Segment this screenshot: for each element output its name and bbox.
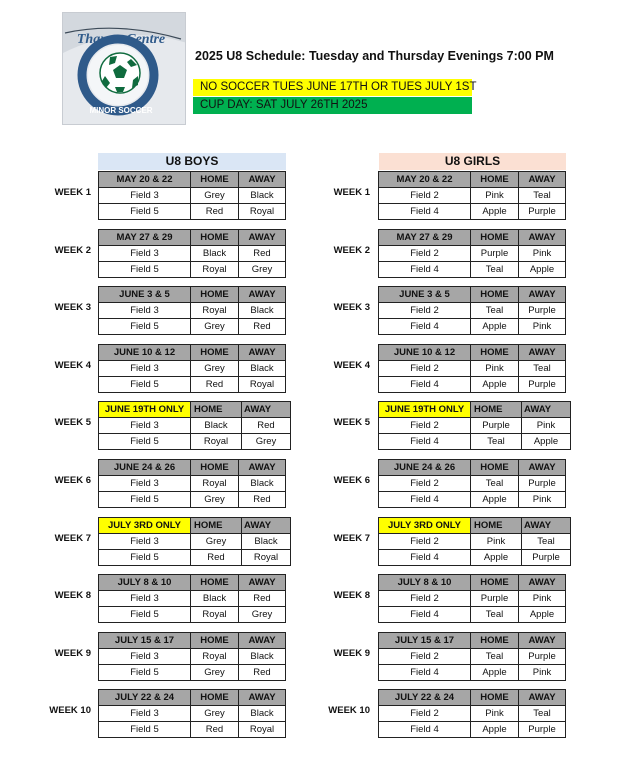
away-team-cell: Black: [242, 534, 291, 550]
field-cell: Field 4: [379, 607, 471, 623]
boys-week-table: [98, 632, 286, 681]
table-header-row: [379, 690, 566, 706]
home-team-cell: Teal: [471, 649, 519, 665]
field-cell: Field 4: [379, 722, 471, 738]
field-cell: Field 3: [99, 361, 191, 377]
table-row: [99, 706, 286, 722]
table-row: [379, 418, 571, 434]
away-team-cell: Black: [239, 361, 286, 377]
home-header-cell: HOME: [471, 402, 522, 418]
table-row: [99, 361, 286, 377]
away-team-cell: Apple: [519, 607, 566, 623]
home-header-cell: HOME: [191, 690, 239, 706]
table-row: [379, 591, 566, 607]
girls-week-label: WEEK 10: [328, 705, 370, 716]
away-team-cell: Red: [239, 591, 286, 607]
home-header-cell: HOME: [191, 172, 239, 188]
field-cell: Field 3: [99, 246, 191, 262]
club-logo: [62, 12, 186, 125]
home-team-cell: Teal: [471, 303, 519, 319]
girls-week-label: WEEK 3: [333, 302, 370, 313]
home-team-cell: Teal: [471, 607, 519, 623]
table-header-row: [99, 575, 286, 591]
field-cell: Field 5: [99, 204, 191, 220]
home-header-cell: HOME: [471, 287, 519, 303]
home-team-cell: Apple: [471, 204, 519, 220]
field-cell: Field 3: [99, 591, 191, 607]
away-header-cell: AWAY: [239, 460, 286, 476]
week-dates-cell: JULY 8 & 10: [379, 575, 471, 591]
away-team-cell: Teal: [519, 361, 566, 377]
week-dates-cell: JUNE 24 & 26: [379, 460, 471, 476]
boys-week-table: [98, 459, 286, 508]
away-header-cell: AWAY: [519, 172, 566, 188]
away-team-cell: Purple: [519, 377, 566, 393]
away-team-cell: Purple: [519, 204, 566, 220]
home-team-cell: Grey: [191, 534, 242, 550]
table-row: [379, 188, 566, 204]
table-header-row: [379, 172, 566, 188]
boys-week-label: WEEK 7: [54, 533, 91, 544]
boys-week-label: WEEK 3: [54, 302, 91, 313]
table-header-row: [99, 345, 286, 361]
girls-week-label: WEEK 8: [333, 590, 370, 601]
girls-week-table: [378, 632, 566, 681]
table-row: [99, 262, 286, 278]
field-cell: Field 3: [99, 649, 191, 665]
away-header-cell: AWAY: [242, 402, 291, 418]
home-team-cell: Black: [191, 246, 239, 262]
away-header-cell: AWAY: [242, 518, 291, 534]
home-header-cell: HOME: [191, 633, 239, 649]
field-cell: Field 5: [99, 665, 191, 681]
girls-week-table: [378, 171, 566, 220]
field-cell: Field 2: [379, 188, 471, 204]
away-team-cell: Pink: [519, 591, 566, 607]
home-team-cell: Grey: [191, 319, 239, 335]
home-team-cell: Apple: [471, 722, 519, 738]
table-header-row: [99, 230, 286, 246]
girls-week-label: WEEK 9: [333, 648, 370, 659]
away-team-cell: Red: [239, 492, 286, 508]
field-cell: Field 5: [99, 607, 191, 623]
home-team-cell: Grey: [191, 492, 239, 508]
table-row: [99, 303, 286, 319]
table-header-row: [379, 287, 566, 303]
week-dates-cell: JULY 8 & 10: [99, 575, 191, 591]
week-dates-cell: JULY 22 & 24: [99, 690, 191, 706]
away-team-cell: Royal: [239, 377, 286, 393]
home-header-cell: HOME: [471, 575, 519, 591]
home-header-cell: HOME: [471, 345, 519, 361]
girls-week-table: [378, 574, 566, 623]
home-team-cell: Apple: [471, 550, 522, 566]
field-cell: Field 3: [99, 476, 191, 492]
away-team-cell: Pink: [519, 246, 566, 262]
field-cell: Field 4: [379, 492, 471, 508]
field-cell: Field 5: [99, 377, 191, 393]
logo-name-text: Thames Centre: [76, 32, 166, 47]
table-row: [379, 706, 566, 722]
week-dates-cell: JUNE 19TH ONLY: [99, 402, 191, 418]
girls-week-label: WEEK 7: [333, 533, 370, 544]
home-team-cell: Red: [191, 722, 239, 738]
field-cell: Field 2: [379, 361, 471, 377]
week-dates-cell: MAY 27 & 29: [379, 230, 471, 246]
away-team-cell: Teal: [519, 188, 566, 204]
field-cell: Field 3: [99, 706, 191, 722]
away-header-cell: AWAY: [522, 518, 571, 534]
away-team-cell: Grey: [242, 434, 291, 450]
home-team-cell: Pink: [471, 534, 522, 550]
home-team-cell: Apple: [471, 665, 519, 681]
field-cell: Field 5: [99, 262, 191, 278]
away-header-cell: AWAY: [519, 287, 566, 303]
boys-week-label: WEEK 6: [54, 475, 91, 486]
girls-week-table: [378, 689, 566, 738]
girls-week-label: WEEK 1: [333, 187, 370, 198]
home-header-cell: HOME: [191, 460, 239, 476]
away-header-cell: AWAY: [239, 633, 286, 649]
field-cell: Field 4: [379, 262, 471, 278]
away-team-cell: Black: [239, 476, 286, 492]
table-row: [379, 722, 566, 738]
week-dates-cell: JULY 15 & 17: [99, 633, 191, 649]
away-header-cell: AWAY: [239, 575, 286, 591]
table-header-row: [379, 402, 571, 418]
home-team-cell: Purple: [471, 246, 519, 262]
home-team-cell: Pink: [471, 188, 519, 204]
away-team-cell: Royal: [239, 722, 286, 738]
week-dates-cell: JUNE 10 & 12: [99, 345, 191, 361]
home-team-cell: Pink: [471, 361, 519, 377]
away-team-cell: Purple: [519, 722, 566, 738]
away-team-cell: Red: [242, 418, 291, 434]
away-team-cell: Red: [239, 665, 286, 681]
table-header-row: [379, 345, 566, 361]
home-header-cell: HOME: [471, 172, 519, 188]
home-header-cell: HOME: [191, 575, 239, 591]
table-row: [99, 418, 291, 434]
notice-cup-day: CUP DAY: SAT JULY 26TH 2025: [193, 97, 472, 114]
home-team-cell: Apple: [471, 319, 519, 335]
home-team-cell: Grey: [191, 706, 239, 722]
table-header-row: [99, 460, 286, 476]
table-header-row: [99, 172, 286, 188]
table-row: [99, 607, 286, 623]
away-team-cell: Black: [239, 649, 286, 665]
table-row: [379, 492, 566, 508]
away-team-cell: Teal: [522, 534, 571, 550]
field-cell: Field 3: [99, 418, 191, 434]
boys-week-label: WEEK 8: [54, 590, 91, 601]
table-row: [379, 534, 571, 550]
week-dates-cell: JULY 3RD ONLY: [99, 518, 191, 534]
home-team-cell: Red: [191, 204, 239, 220]
away-team-cell: Black: [239, 303, 286, 319]
away-header-cell: AWAY: [239, 172, 286, 188]
away-team-cell: Royal: [239, 204, 286, 220]
field-cell: Field 5: [99, 492, 191, 508]
week-dates-cell: JULY 3RD ONLY: [379, 518, 471, 534]
home-header-cell: HOME: [471, 518, 522, 534]
away-team-cell: Black: [239, 706, 286, 722]
girls-week-label: WEEK 5: [333, 417, 370, 428]
away-team-cell: Grey: [239, 262, 286, 278]
home-team-cell: Teal: [471, 434, 522, 450]
field-cell: Field 5: [99, 550, 191, 566]
table-row: [99, 434, 291, 450]
away-header-cell: AWAY: [519, 345, 566, 361]
away-header-cell: AWAY: [519, 460, 566, 476]
field-cell: Field 4: [379, 204, 471, 220]
girls-week-label: WEEK 6: [333, 475, 370, 486]
away-team-cell: Apple: [519, 262, 566, 278]
away-team-cell: Pink: [519, 319, 566, 335]
table-row: [379, 246, 566, 262]
table-row: [379, 665, 566, 681]
table-row: [99, 188, 286, 204]
table-row: [99, 476, 286, 492]
week-dates-cell: JULY 22 & 24: [379, 690, 471, 706]
away-header-cell: AWAY: [522, 402, 571, 418]
table-row: [99, 204, 286, 220]
away-header-cell: AWAY: [239, 230, 286, 246]
field-cell: Field 3: [99, 303, 191, 319]
home-team-cell: Royal: [191, 262, 239, 278]
girls-week-table: [378, 344, 566, 393]
home-header-cell: HOME: [471, 690, 519, 706]
home-team-cell: Grey: [191, 361, 239, 377]
home-team-cell: Royal: [191, 649, 239, 665]
away-header-cell: AWAY: [519, 690, 566, 706]
home-team-cell: Royal: [191, 434, 242, 450]
table-row: [99, 492, 286, 508]
field-cell: Field 2: [379, 534, 471, 550]
table-header-row: [379, 633, 566, 649]
home-header-cell: HOME: [191, 518, 242, 534]
field-cell: Field 4: [379, 665, 471, 681]
page-title: 2025 U8 Schedule: Tuesday and Thursday Evenings 7:00 PM: [195, 49, 554, 63]
girls-week-table: [378, 517, 571, 566]
girls-week-table: [378, 229, 566, 278]
week-dates-cell: JUNE 3 & 5: [379, 287, 471, 303]
away-team-cell: Purple: [522, 550, 571, 566]
home-team-cell: Apple: [471, 492, 519, 508]
table-row: [379, 434, 571, 450]
field-cell: Field 4: [379, 550, 471, 566]
week-dates-cell: MAY 27 & 29: [99, 230, 191, 246]
table-row: [379, 649, 566, 665]
field-cell: Field 4: [379, 434, 471, 450]
home-team-cell: Royal: [191, 607, 239, 623]
table-header-row: [99, 633, 286, 649]
field-cell: Field 3: [99, 534, 191, 550]
boys-week-label: WEEK 10: [49, 705, 91, 716]
away-team-cell: Purple: [519, 303, 566, 319]
girls-week-label: WEEK 4: [333, 360, 370, 371]
home-team-cell: Purple: [471, 591, 519, 607]
away-team-cell: Red: [239, 319, 286, 335]
table-header-row: [99, 402, 291, 418]
table-row: [379, 361, 566, 377]
home-team-cell: Apple: [471, 377, 519, 393]
boys-week-table: [98, 229, 286, 278]
table-row: [99, 591, 286, 607]
table-header-row: [379, 575, 566, 591]
table-row: [379, 303, 566, 319]
field-cell: Field 5: [99, 722, 191, 738]
table-row: [99, 377, 286, 393]
girls-column-title: U8 GIRLS: [379, 153, 566, 170]
girls-week-table: [378, 286, 566, 335]
table-header-row: [99, 287, 286, 303]
table-row: [99, 550, 291, 566]
away-team-cell: Pink: [519, 492, 566, 508]
boys-week-table: [98, 171, 286, 220]
notice-no-soccer: NO SOCCER TUES JUNE 17TH OR TUES JULY 1ST: [193, 79, 472, 96]
table-row: [379, 319, 566, 335]
home-team-cell: Royal: [191, 476, 239, 492]
boys-week-table: [98, 517, 291, 566]
field-cell: Field 2: [379, 418, 471, 434]
away-team-cell: Royal: [242, 550, 291, 566]
table-header-row: [379, 230, 566, 246]
home-team-cell: Black: [191, 591, 239, 607]
away-team-cell: Apple: [522, 434, 571, 450]
field-cell: Field 2: [379, 303, 471, 319]
field-cell: Field 5: [99, 434, 191, 450]
table-header-row: [99, 690, 286, 706]
table-row: [99, 722, 286, 738]
home-team-cell: Black: [191, 418, 242, 434]
boys-week-table: [98, 574, 286, 623]
away-header-cell: AWAY: [519, 633, 566, 649]
table-row: [379, 607, 566, 623]
table-row: [99, 534, 291, 550]
away-team-cell: Purple: [519, 476, 566, 492]
field-cell: Field 4: [379, 377, 471, 393]
away-team-cell: Grey: [239, 607, 286, 623]
home-header-cell: HOME: [191, 230, 239, 246]
week-dates-cell: JUNE 10 & 12: [379, 345, 471, 361]
home-header-cell: HOME: [191, 345, 239, 361]
home-team-cell: Teal: [471, 476, 519, 492]
home-team-cell: Grey: [191, 665, 239, 681]
home-team-cell: Pink: [471, 706, 519, 722]
boys-week-table: [98, 286, 286, 335]
week-dates-cell: JULY 15 & 17: [379, 633, 471, 649]
away-team-cell: Pink: [519, 665, 566, 681]
table-row: [379, 262, 566, 278]
girls-week-label: WEEK 2: [333, 245, 370, 256]
home-header-cell: HOME: [471, 230, 519, 246]
table-row: [99, 319, 286, 335]
field-cell: Field 3: [99, 188, 191, 204]
girls-week-table: [378, 459, 566, 508]
field-cell: Field 4: [379, 319, 471, 335]
week-dates-cell: MAY 20 & 22: [99, 172, 191, 188]
week-dates-cell: MAY 20 & 22: [379, 172, 471, 188]
home-team-cell: Red: [191, 377, 239, 393]
boys-week-label: WEEK 2: [54, 245, 91, 256]
table-row: [99, 649, 286, 665]
away-header-cell: AWAY: [519, 230, 566, 246]
boys-week-table: [98, 344, 286, 393]
away-header-cell: AWAY: [519, 575, 566, 591]
field-cell: Field 2: [379, 246, 471, 262]
table-row: [379, 204, 566, 220]
table-header-row: [379, 460, 566, 476]
home-header-cell: HOME: [191, 402, 242, 418]
home-header-cell: HOME: [471, 633, 519, 649]
table-row: [379, 476, 566, 492]
table-header-row: [99, 518, 291, 534]
logo-sub-text: MINOR SOCCER: [89, 106, 153, 115]
home-team-cell: Red: [191, 550, 242, 566]
week-dates-cell: JUNE 19TH ONLY: [379, 402, 471, 418]
boys-week-label: WEEK 9: [54, 648, 91, 659]
week-dates-cell: JUNE 3 & 5: [99, 287, 191, 303]
boys-week-label: WEEK 4: [54, 360, 91, 371]
away-team-cell: Red: [239, 246, 286, 262]
boys-week-label: WEEK 5: [54, 417, 91, 428]
girls-week-table: [378, 401, 571, 450]
away-team-cell: Teal: [519, 706, 566, 722]
field-cell: Field 2: [379, 649, 471, 665]
home-header-cell: HOME: [191, 287, 239, 303]
home-team-cell: Royal: [191, 303, 239, 319]
away-team-cell: Black: [239, 188, 286, 204]
field-cell: Field 2: [379, 591, 471, 607]
table-row: [99, 246, 286, 262]
table-row: [379, 377, 566, 393]
away-header-cell: AWAY: [239, 345, 286, 361]
boys-week-table: [98, 401, 291, 450]
away-team-cell: Purple: [519, 649, 566, 665]
away-header-cell: AWAY: [239, 690, 286, 706]
table-row: [379, 550, 571, 566]
table-row: [99, 665, 286, 681]
boys-week-label: WEEK 1: [54, 187, 91, 198]
home-team-cell: Grey: [191, 188, 239, 204]
boys-week-table: [98, 689, 286, 738]
away-team-cell: Pink: [522, 418, 571, 434]
field-cell: Field 2: [379, 476, 471, 492]
field-cell: Field 2: [379, 706, 471, 722]
boys-column-title: U8 BOYS: [98, 153, 286, 170]
week-dates-cell: JUNE 24 & 26: [99, 460, 191, 476]
table-header-row: [379, 518, 571, 534]
home-team-cell: Teal: [471, 262, 519, 278]
home-team-cell: Purple: [471, 418, 522, 434]
away-header-cell: AWAY: [239, 287, 286, 303]
home-header-cell: HOME: [471, 460, 519, 476]
field-cell: Field 5: [99, 319, 191, 335]
